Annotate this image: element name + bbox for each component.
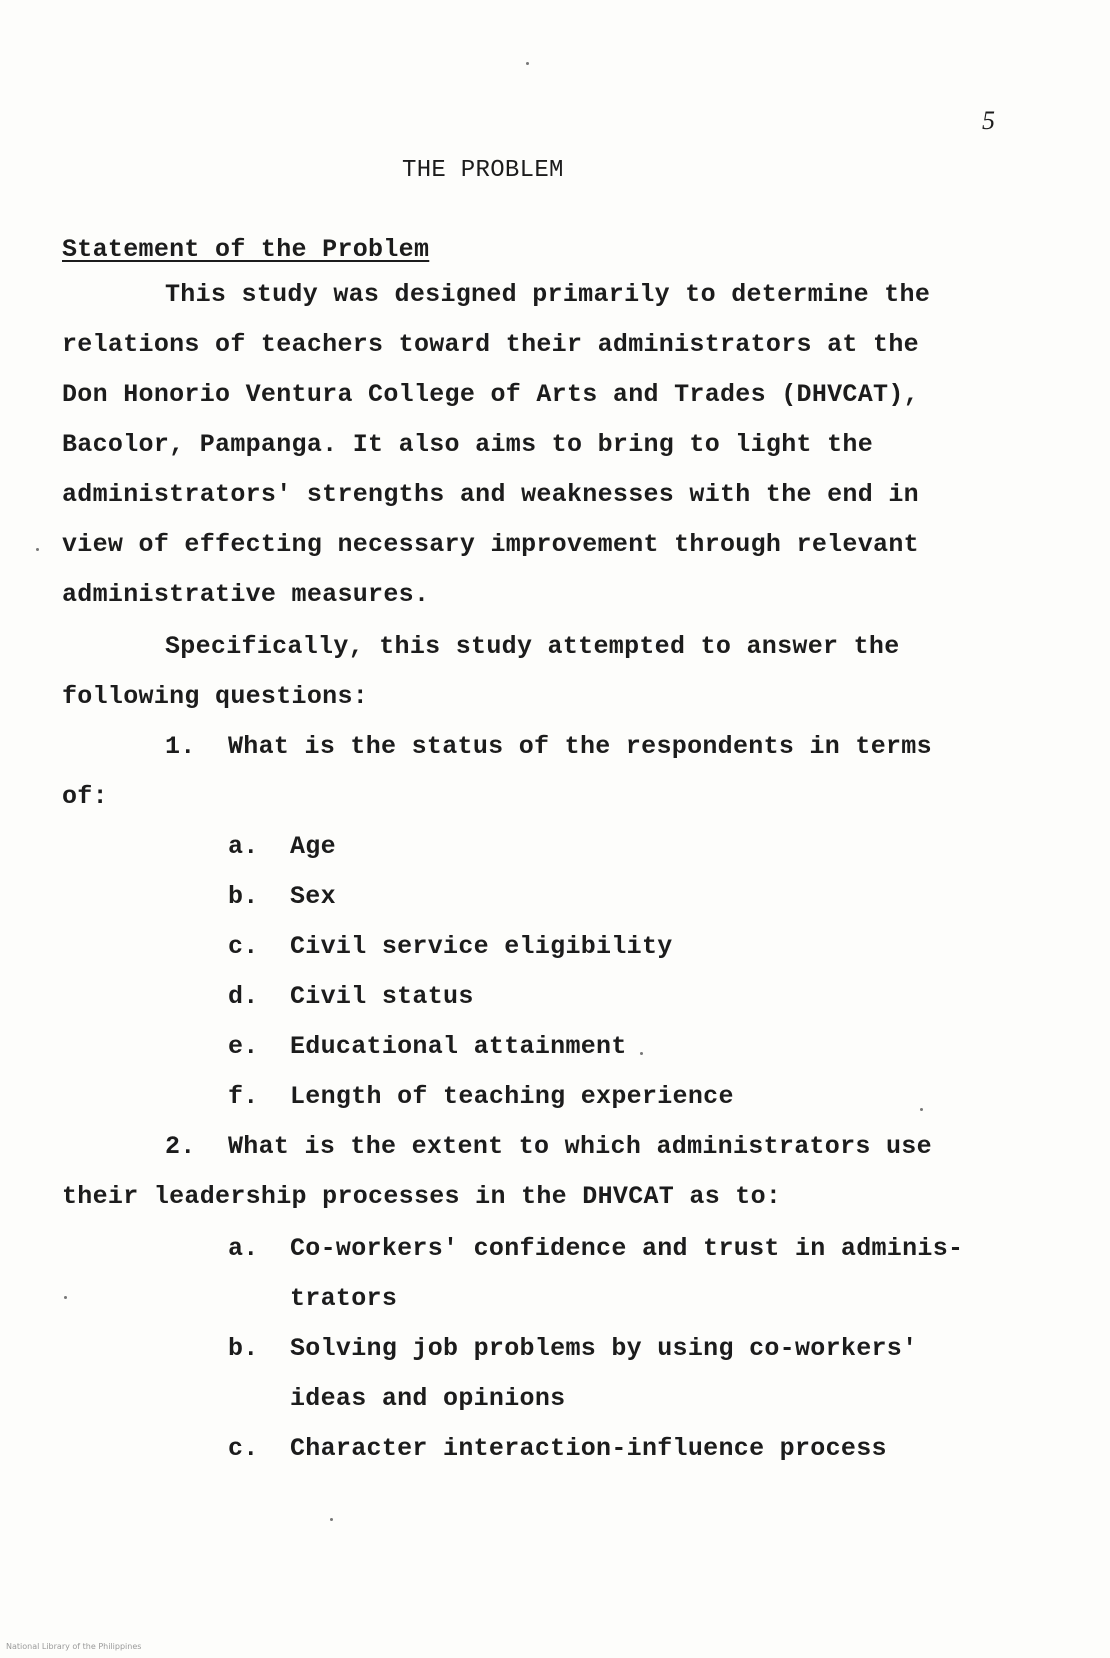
scan-speck bbox=[64, 1296, 67, 1299]
question-2-line: What is the extent to which administrators use bbox=[228, 1132, 932, 1161]
scan-speck bbox=[330, 1518, 333, 1521]
list-item-letter: c. bbox=[228, 1434, 259, 1463]
list-item: Age bbox=[290, 832, 336, 861]
list-item-letter: a. bbox=[228, 832, 259, 861]
paragraph-1-line: This study was designed primarily to determine the bbox=[165, 280, 931, 309]
paragraph-1-line: administrators' strengths and weaknesses with the end in bbox=[62, 480, 919, 509]
list-item-continuation: trators bbox=[290, 1284, 398, 1313]
list-item: Civil status bbox=[290, 982, 474, 1011]
scan-footer: National Library of the Philippines bbox=[6, 1642, 142, 1651]
list-item-letter: f. bbox=[228, 1082, 259, 1111]
question-1-line: of: bbox=[62, 782, 108, 811]
list-item: Educational attainment bbox=[290, 1032, 627, 1061]
list-item-letter: c. bbox=[228, 932, 259, 961]
scan-speck bbox=[526, 62, 529, 65]
list-item-letter: a. bbox=[228, 1234, 259, 1263]
paragraph-1-line: Bacolor, Pampanga. It also aims to bring to light the bbox=[62, 430, 874, 459]
page-number: 5 bbox=[982, 106, 996, 135]
list-item-letter: b. bbox=[228, 882, 259, 911]
scan-speck bbox=[640, 1052, 643, 1055]
list-item: Solving job problems by using co-workers' bbox=[290, 1334, 918, 1363]
paragraph-1-line: Don Honorio Ventura College of Arts and Trades (DHVCAT), bbox=[62, 380, 919, 409]
list-item: Civil service eligibility bbox=[290, 932, 673, 961]
list-item-continuation: ideas and opinions bbox=[290, 1384, 566, 1413]
list-item: Sex bbox=[290, 882, 336, 911]
list-item: Character interaction-influence process bbox=[290, 1434, 887, 1463]
paragraph-1-line: view of effecting necessary improvement through relevant bbox=[62, 530, 919, 559]
list-item-letter: e. bbox=[228, 1032, 259, 1061]
question-2-line: their leadership processes in the DHVCAT as to: bbox=[62, 1182, 782, 1211]
scan-speck bbox=[36, 548, 39, 551]
list-item-letter: d. bbox=[228, 982, 259, 1011]
question-1-number: 1. bbox=[165, 732, 196, 761]
paragraph-2-line: following questions: bbox=[62, 682, 369, 711]
paragraph-2-line: Specifically, this study attempted to answer the bbox=[165, 632, 900, 661]
scan-speck bbox=[920, 1108, 923, 1111]
list-item-letter: b. bbox=[228, 1334, 259, 1363]
section-heading: Statement of the Problem bbox=[62, 235, 430, 264]
list-item: Co-workers' confidence and trust in adminis- bbox=[290, 1234, 964, 1263]
question-1-line: What is the status of the respondents in terms bbox=[228, 732, 932, 761]
list-item: Length of teaching experience bbox=[290, 1082, 734, 1111]
paragraph-1-line: administrative measures. bbox=[62, 580, 430, 609]
question-2-number: 2. bbox=[165, 1132, 196, 1161]
paragraph-1-line: relations of teachers toward their administrators at the bbox=[62, 330, 919, 359]
page-title: THE PROBLEM bbox=[402, 157, 564, 184]
